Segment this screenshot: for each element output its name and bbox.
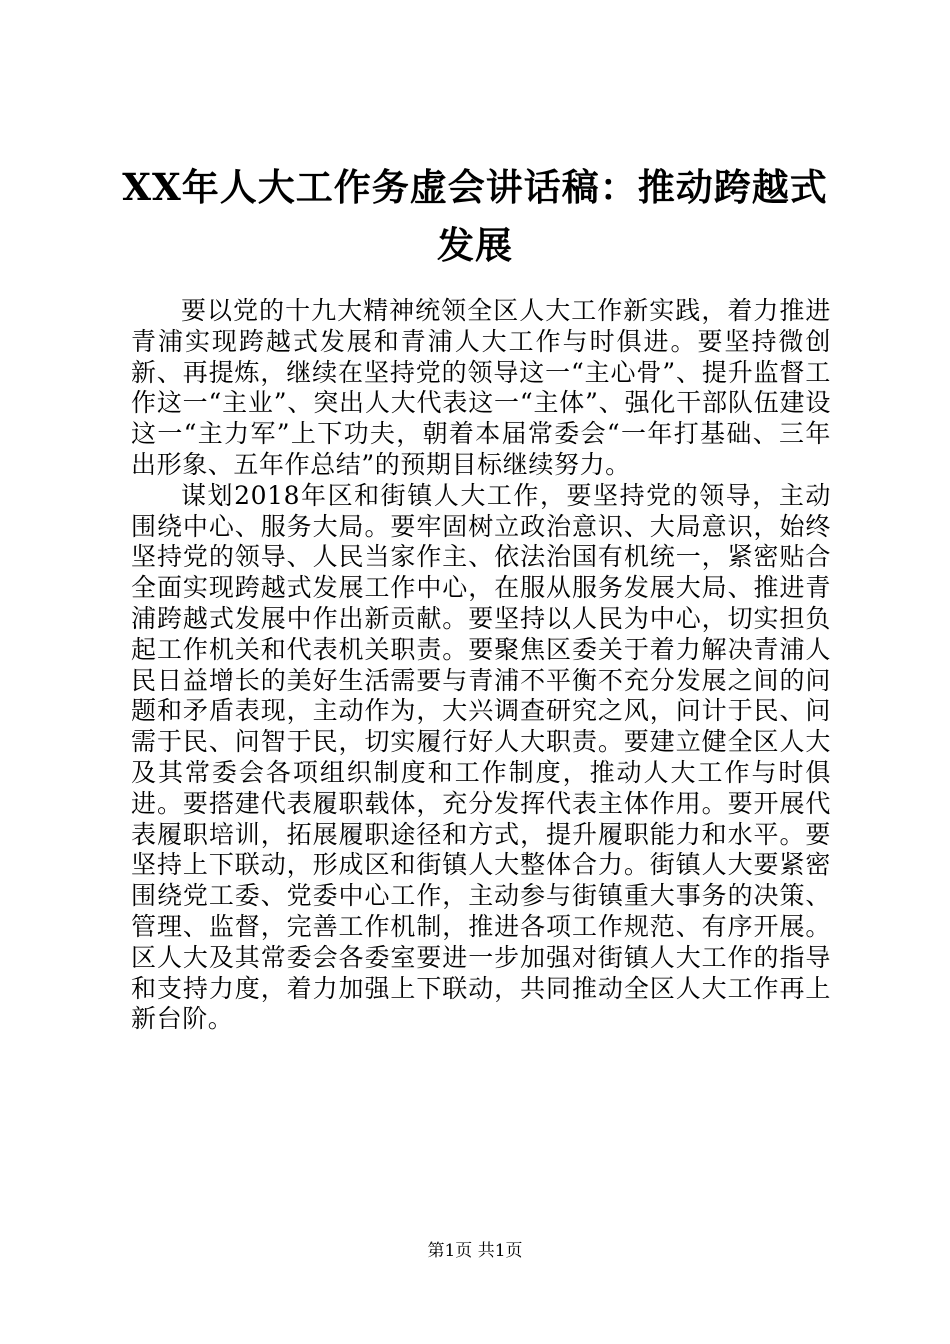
document-body [131, 296, 831, 1035]
page-footer: 第1页 共1页 [427, 1241, 523, 1261]
paragraph-1: 要以党的十九大精神统领全区人大工作新实践，着力推进青浦实现跨越式发展和青浦人大工作与时俱进。要坚持微创新、再提炼，继续在坚持党的领导这一“主心骨”、提升监督工作这一“主业”、突出人大代表这一“主体”、强化干部队伍建设这一“主力军”上下功夫，朝着本届常委会“一年打基础、三年出形象、五年作总结”的预期目标继续努力。 [131, 296, 831, 479]
document-title: XX年人大工作务虚会讲话稿：推动跨越式发展 [122, 165, 828, 267]
paragraph-2: 谋划2018年区和街镇人大工作，要坚持党的领导，主动围绕中心、服务大局。要牢固树立政治意识、大局意识，始终坚持党的领导、人民当家作主、依法治国有机统一，紧密贴合全面实现跨越式发展工作中心，在服从服务发展大局、推进青浦跨越式发展中作出新贡献。要坚持以人民为中心，切实担负起工作机关和代表机关职责。要聚焦区委关于着力解决青浦人民日益增长的美好生活需要与青浦不平衡不充分发展之间的问题和矛盾表现，主动作为，大兴调查研究之风，问计于民、问需于民、问智于民，切实履行好人大职责。要建立健全区人大及其常委会各项组织制度和工作制度，推动人大工作与时俱进。要搭建代表履职载体，充分发挥代表主体作用。要开展代表履职培训，拓展履职途径和方式，提升履职能力和水平。要坚持上下联动，形成区和街镇人大整体合力。街镇人大要紧密围绕党工委、党委中心工作，主动参与街镇重大事务的决策、管理、监督，完善工作机制，推进各项工作规范、有序开展。区人大及其常委会各委室要进一步加强对街镇人大工作的指导和支持力度，着力加强上下联动，共同推动全区人大工作再上新台阶。 [131, 480, 831, 1034]
